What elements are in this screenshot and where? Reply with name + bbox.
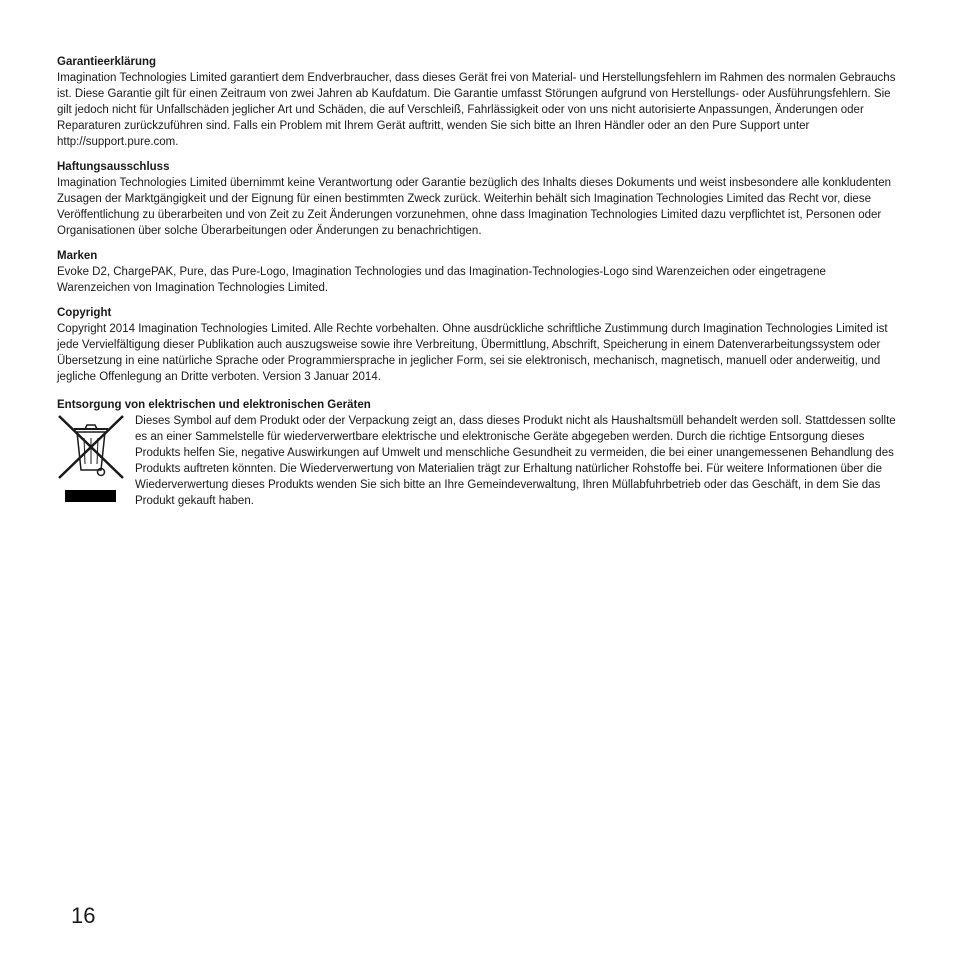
document-page — [57, 54, 899, 518]
section-heading: Garantieerklärung — [57, 56, 157, 68]
section-garantieerklaerung — [57, 54, 899, 150]
section-heading: Marken — [57, 250, 98, 262]
section-body: Imagination Technologies Limited garantiert dem Endverbraucher, dass dieses Gerät frei von Material- und Herstellungsfehlern im Rahmen des normalen Gebrauchs ist. Diese Garantie gilt für einen Zeitraum von zwei Jahren ab Kaufdatum. Die Garantie umfasst Störungen aufgrund von Herstellungs- oder Ausführungsfehlern. Sie gilt jedoch nicht für Unfallschäden jeglicher Art und Schäden, die auf Verschleiß, Fahrlässigkeit oder von uns nicht autorisierte Anpassungen, Änderungen oder Reparaturen zurückzuführen sind. Falls ein Problem mit Ihrem Gerät auftritt, wenden Sie sich bitte an Ihren Händler oder an den Pure Support unter http://support.pure.com. — [57, 72, 896, 148]
weee-row — [57, 413, 899, 509]
section-heading: Copyright — [57, 307, 112, 319]
section-haftungsausschluss — [57, 159, 899, 239]
section-heading: Haftungsausschluss — [57, 161, 170, 173]
section-body: Copyright 2014 Imagination Technologies Limited. Alle Rechte vorbehalten. Ohne ausdrückliche schriftliche Zustimmung durch Imagination Technologies Limited ist jede Vervielfältigung dieser Publikation auch auszugsweise sowie ihre Verbreitung, Übermittlung, Abschrift, Speicherung in einem Datenverarbeitungssystem oder Übersetzung in eine natürliche Sprache oder Programmiersprache in jeglicher Form, sei sie elektronisch, mechanisch, magnetisch, manuell oder anderweitig, und jegliche Offenlegung an Dritte verboten. Version 3 Januar 2014. — [57, 323, 888, 383]
page-number: 16 — [71, 903, 96, 928]
section-heading: Entsorgung von elektrischen und elektronischen Geräten — [57, 399, 371, 411]
section-body: Evoke D2, ChargePAK, Pure, das Pure-Logo, Imagination Technologies und das Imagination-Technologies-Logo sind Warenzeichen oder eingetragene Warenzeichen von Imagination Technologies Limited. — [57, 266, 826, 294]
crossed-out-wheelie-bin-icon — [57, 414, 127, 506]
section-body: Dieses Symbol auf dem Produkt oder der Verpackung zeigt an, dass dieses Produkt nicht als Haushaltsmüll behandelt werden soll. Stattdessen sollte es an einer Sammelstelle für wiederverwertbare elektrische und elektronische Geräte abgegeben werden. Durch die richtige Entsorgung dieses Produkts helfen Sie, negative Auswirkungen auf Umwelt und menschliche Gesundheit zu vermeiden, die bei einer unangemessenen Behandlung des Produkts auftreten könnten. Die Wiederverwertung von Materialien trägt zur Erhaltung natürlicher Rohstoffe bei. Für weitere Informationen über die Wiederverwertung dieses Produkts wenden Sie sich bitte an Ihre Gemeindeverwaltung, Ihren Müllabfuhrbetrieb oder das Geschäft, in dem Sie das Produkt gekauft haben. — [135, 415, 896, 507]
section-marken — [57, 248, 899, 296]
section-body: Imagination Technologies Limited übernimmt keine Verantwortung oder Garantie bezüglich des Inhalts dieses Dokuments und weist insbesondere alle konkludenten Zusagen der Marktgängigkeit und der Eignung für einen bestimmten Zweck zurück. Weiterhin behält sich Imagination Technologies Limited das Recht vor, diese Veröffentlichung zu überarbeiten und von Zeit zu Zeit Änderungen vorzunehmen, ohne dass Imagination Technologies Limited dazu verpflichtet ist, Personen oder Organisationen über solche Überarbeitungen oder Änderungen zu benachrichtigen. — [57, 177, 892, 237]
section-copyright — [57, 305, 899, 385]
section-entsorgung — [57, 397, 899, 509]
